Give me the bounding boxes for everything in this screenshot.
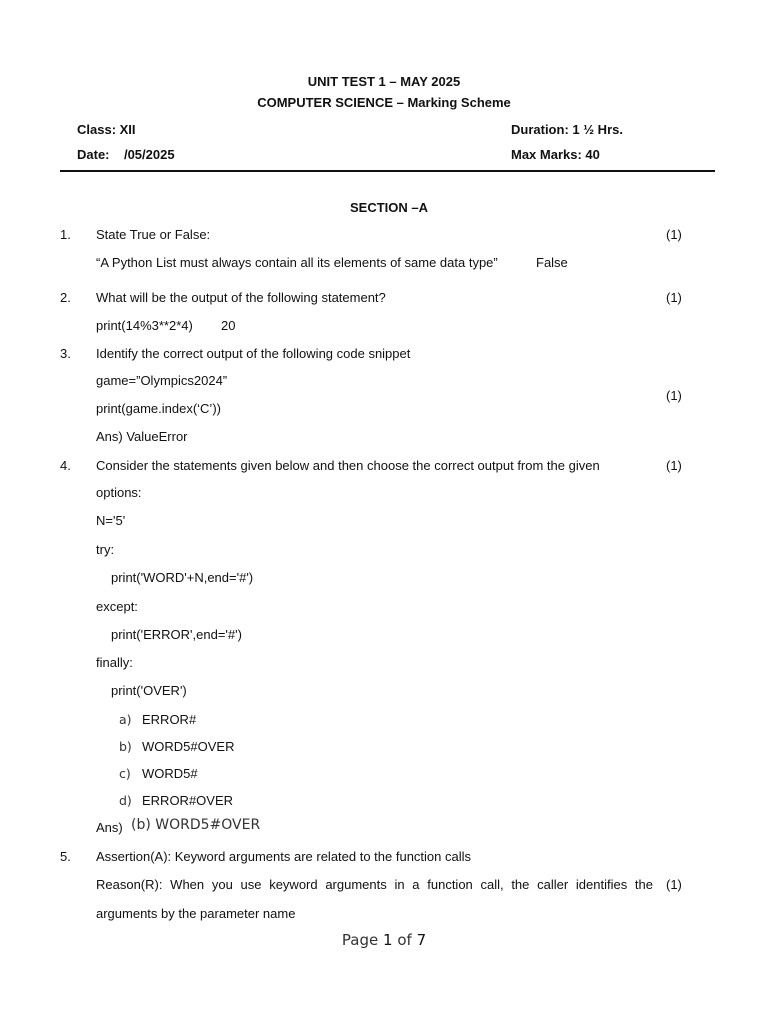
question-number: 3.: [60, 346, 71, 361]
question-text: Identify the correct output of the following code snippet: [96, 346, 411, 361]
code-line: except:: [96, 599, 138, 614]
page-current: 1: [382, 931, 393, 949]
answer-text: False: [536, 255, 568, 270]
question-number: 1.: [60, 227, 71, 242]
answer-text: (b) WORD5#OVER: [131, 817, 261, 833]
page-footer: [0, 931, 768, 949]
question-marks: (1): [666, 388, 682, 403]
option-text: ERROR#OVER: [142, 793, 234, 808]
answer-prefix: Ans): [96, 820, 123, 835]
code-line: print('OVER'): [111, 683, 187, 698]
of-word: of: [397, 931, 412, 949]
question-number: 5.: [60, 849, 71, 864]
option-label: a): [119, 712, 132, 727]
class-label: Class: XII: [77, 122, 136, 137]
question-marks: (1): [666, 877, 682, 892]
option-text: ERROR#: [142, 712, 197, 727]
answer-text: Ans) ValueError: [96, 429, 188, 444]
duration-label: Duration: 1 ½ Hrs.: [511, 122, 623, 137]
question-marks: (1): [666, 227, 682, 242]
date-label: Date: /05/2025: [77, 147, 175, 162]
page-total: 7: [416, 931, 427, 949]
question-number: 4.: [60, 458, 71, 473]
question-text: Reason(R): When you use keyword arguments in a function call, the caller identifies the: [96, 877, 653, 892]
option-label: c): [119, 766, 131, 781]
page-word: Page: [341, 931, 379, 949]
question-number: 2.: [60, 290, 71, 305]
question-marks: (1): [666, 458, 682, 473]
section-title: SECTION –A: [349, 200, 428, 215]
code-line: print('WORD'+N,end='#'): [111, 570, 254, 585]
question-text: Assertion(A): Keyword arguments are related to the function calls: [96, 849, 472, 864]
code-line: try:: [96, 542, 115, 557]
question-text: options:: [96, 485, 142, 500]
header-divider: [60, 170, 715, 172]
question-text: State True or False:: [96, 227, 211, 242]
code-line: game=”Olympics2024”: [96, 373, 228, 388]
code-line: print('ERROR',end='#'): [111, 627, 242, 642]
code-line: finally:: [96, 655, 133, 670]
option-text: WORD5#: [142, 766, 198, 781]
code-line: print(14%3**2*4): [96, 318, 193, 333]
exam-subtitle: COMPUTER SCIENCE – Marking Scheme: [257, 95, 511, 110]
answer-text: 20: [221, 318, 236, 333]
question-text: What will be the output of the following statement?: [96, 290, 386, 305]
code-line: N='5': [96, 513, 126, 528]
option-text: WORD5#OVER: [142, 739, 235, 754]
code-line: print(game.index(‘C’)): [96, 401, 221, 416]
question-text: Consider the statements given below and then choose the correct output from the given: [96, 458, 600, 473]
max-marks-label: Max Marks: 40: [511, 147, 600, 162]
exam-title: UNIT TEST 1 – MAY 2025: [307, 74, 461, 89]
question-statement: “A Python List must always contain all its elements of same data type”: [96, 255, 498, 270]
question-marks: (1): [666, 290, 682, 305]
option-label: d): [119, 793, 132, 808]
question-text: arguments by the parameter name: [96, 906, 296, 921]
option-label: b): [119, 739, 132, 754]
